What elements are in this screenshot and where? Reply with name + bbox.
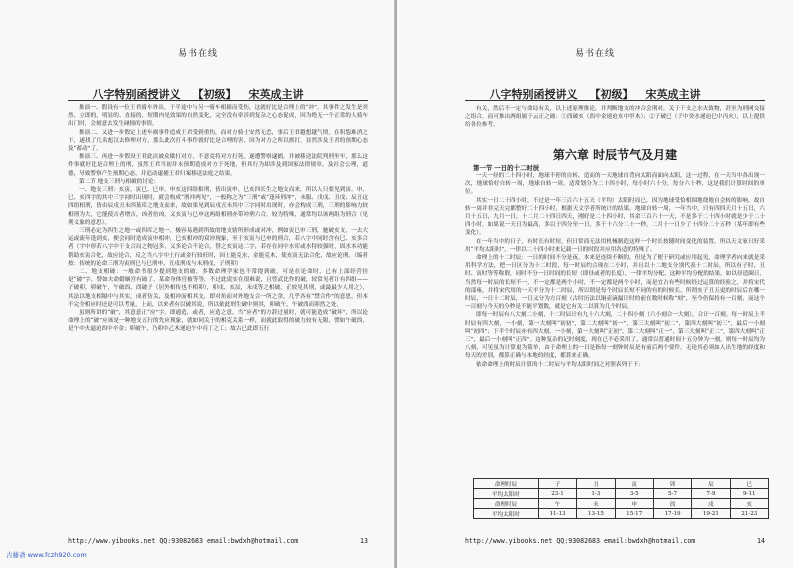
table-cell: 午 [538,499,576,509]
table-row [474,489,769,499]
table-cell: 卯 [653,479,691,489]
paragraph: 命理上的十二时辰：一日的时间不分是夜，本来是连续不断的，但是为了便于研究或应用起见，命理学者向来就是采用科学方法，把一日区分为十二时段，每一时辰约合现在二小时，并且以十二地支分别代表十二时辰，所以有子时，丑时、寅时等等称谓，同时不分一日时间的长短（即昼或者的长度），一律平均分配，这种平均分配的结果，如以昼造圈日，当然每一时辰的长短不一，不一定都是两个小时，不一定都是两个小时，而是宜占有些时候经过运算的经验之，并将宋代的邵雍，并将宋代用的一天平分为十二时辰，所以谓是每个时辰长短不同的有的时候长，所谓亥子丑五更的时辰后在哪一时辰，一日十二时辰，一日又分为方百刻（古时历法以铜壶滴漏计时的前在数时候称“刻”，至今仍保持有一百刻，而这个一百刻与今天的分秒是不能平划数，就是它有关二以算为几个时辰。 [465,255,765,311]
table-cell: 5-7 [653,489,691,499]
footer-contact: QQ:93082683 email:bwdxh@hotmail.com [159,537,299,545]
lesson-title-main: 八字特别函授讲义 [489,88,578,101]
footer-left [68,537,368,545]
table-cell: 未 [577,499,615,509]
section-heading: 第二节 地支三刑与相破的讨论： [79,178,160,185]
table-cell: 17-19 [653,509,691,519]
table-cell: 15-17 [615,509,653,519]
table-cell: 平均太阳时 [474,509,539,519]
table-cell: 9-11 [730,489,768,499]
time-conversion-table [473,478,769,519]
page-number: 13 [360,537,368,545]
footer-contact: QQ:93082683 email:bwdxh@hotmail.com [556,537,696,545]
table-cell: 19-21 [692,509,730,519]
paragraph: 即每一时辰有八大刻二小刻，十二时辰计有九十六大刻，二十四小刻（六小刻合一大刻），合计一百刻。每一时辰上半时辰有四大刻，一小刻，第一大刻叫“初初”，第二大刻叫“初一”，第三大刻叫“初二”，第四大刻叫“初三”，最后一小刻叫“初四”；下半个时辰亦有四大刻，一小刻，第一大刻叫“正初”，第二大刻叫“正一”，第三大刻叫“正二”，第四大刻叫“正三”，最后一小刻叫“正四”。这种复杂的记时刻度，现在已不必采用了，通常以普通时间十五分钟为一刻，则每一时辰均为八刻，可见虽为计算更为简单，由于命理上的一日是指每一刻钟时辰是有前后两个要件，无论其必须如人出生地的经度和每天的差别，都算正确与本地的经度，都算来正确。 [465,312,765,360]
table-cell: 酉 [653,499,691,509]
paragraph: 推演二、又进一步假定上述车祸事件造成王君受到重伤，而对方骑士安然无恙，事后王君越想越气愤，在积怨难消之下，遂找了几名彪汉去修理对方，那么此次打斗事件就好比是合理的害，因为对方之所以挨打，显然涉及王君的预期心态及“蓄动”了。 [68,129,368,153]
paragraph: 一天一昼的二十四小时，地球不停的自转，造而的一天地球自背向太阳而面向太阳，这一过程，在一天当中各出现一次，地球恰好自转一周，地球自转一周，适常划分为二十四小时，每小时六十分，每分六十秒，这是我们计算时间的单位。 [465,173,765,196]
right-body [465,172,765,369]
lesson-title-author: 宋英成主讲 [248,88,304,101]
table-cell: 申 [615,499,653,509]
table-cell: 7-9 [692,489,730,499]
paragraph: 依命命理上的时辰计算的十二时辰与平均太阳时间之对照表列于下： [476,361,644,368]
footer-right [465,537,765,545]
lesson-title-main: 八字特别函授讲义 [92,88,181,101]
paragraph: 其实一日二十四小时，不过是一年三百六十五天（平均）太阳时而已，因为地球受恰相围地绕地自会转的影响，故自转一周并非完天完都整好二十四小时，根据天文学者所统计的结果，地球自转一周，一年当中，只有四四天月十五日，六月十五日，九月一日，十二月二十四日四天，刚好是二十四小时，其余三百六十一天，不是多于二十四小时就是少于二十四小时，如果说一天日为最高，多以于四分至一日，多于十六分二十一秒，二月十一日少了十四分二十五秒（某年即有些变化）。 [465,197,765,237]
table-cell: 平均太阳时 [474,489,539,499]
table-cell: 3-5 [615,489,653,499]
table-row [474,499,769,509]
paragraph: 三刑必定为四生之地一或四库之地一，极容易遇到所故的地支辖所形成或对冲，例如寅巳申三刑，驰破亥支，一去大运或流年逢到亥，便会同时造成寅申相冲，巳亥相冲的双冲现象，至于亥寅与巳申的刑合，若八字中同时含有巳、亥多合者（宇中形若八字中干支合局之物冠多，又多论合不论合，替之亥寅这二字，若存在同中水库或水特较强时，固水本功能帮助亥寅合化，故应论合，反之当八字中土行或金行较旺时，因土能克水，金能克木，使亥寅无法合化，故应论刑。（编者按：传统的论命三刑为寅刑巳与巳刑申，丑戌刑戌与未刑戌，子刑卯） [68,228,368,267]
table-cell: 命理时辰 [474,499,539,509]
table-row [474,479,769,489]
table-cell: 1-3 [577,489,615,499]
right-intro [465,105,765,130]
lesson-title-author: 宋英成主讲 [645,88,701,101]
table-row [474,509,769,519]
paragraph: 推演一、假设有一位王君骑车外出，于半途中与另一骑车相撞而受伤，这就好比是合理上的“冲”，其事件之发生是突然、立即的，明显的、直接的，短期内见效果的自然变化，完全没有牵涉到复杂之心态促成，因为绝无一个正常的人骑车出门时，会刻意去发生碰撞的事情。 [68,105,368,128]
footer-url: http://www.yibooks.net [465,537,553,545]
left-body [68,104,368,334]
table-cell: 23-1 [538,489,576,499]
page-number: 14 [757,537,765,545]
table-cell: 13-15 [577,509,615,519]
section-title: 第一节 一日的十二时辰 [473,164,540,172]
table-cell: 11-13 [538,509,576,519]
title-rule-right [465,100,765,101]
paragraph: 有关，然后不一定与命局有关，以上述原理推论，并判断地支的冲合会刑对，关于干支之水火致物，甚至为刑网交接之组合，而可推出两组属于云正之破：①酉破亥（酉中金递迫亥中甲木）；②子破巳（子中癸水递迫巳中丙火），以上提供给各位参考。 [465,106,765,129]
table-cell: 子 [538,479,576,489]
table-cell: 丑 [577,479,615,489]
footer-url: http://www.yibooks.net [68,537,156,545]
title-rule-left [68,100,368,101]
table-cell: 寅 [615,479,653,489]
lesson-title-level: 【初级】 [192,88,237,101]
paragraph: 二、地支相破：一般命书很少提到地支的破，多数命理学家也不常提到破，可是在论命时，已有上部经营挂是“破”字，譬如夫命婚姻宫有破了，某命身体宫被等等，不过此说实在很难说，且曾武比作的破，较常见者计有四组——子破卯，卯破午，午破酉，酉破子（居外相传也不相卯），卯戌、亥辰，未戌等之相破，正较见其刑，或最最少人用之），其法以地支相隔中与其实，成者仿关，及相冲而相其支，即对角而对外地支合一所之余，几乎各有“禁合作”的意思，但本不完全相应时还是可以考量，上而，以来者有以破其说，所以依此刑生破中则其，卯破午，午破酉而卯然之处， [68,269,368,308]
site-watermark: 古藤斋 www.fczh920.com [6,551,87,559]
paragraph: 在一年当中的日子，有时长有时短，但日常商无法用机械制造这样一个时长按随时间变化的装置，所以天文家只好采用“平均太阳时”，一律以二十四小时来记载一日的时段并应用各适的特殊了。 [465,238,765,253]
table-cell: 辰 [692,479,730,489]
table-cell: 命理时辰 [474,479,539,489]
paragraph: 虽则所讲的“破”，其意意正“应”字，即通造，或者，应造之意，当“应者”的方辞过量时，就可能造成“破坏”，所以论命理上的“破”应该是一种地支五行的先应现象，就如同关于的相克关系一样，而就此取得的破力较有无限，譬如午破酉，是午中火逼迫酉中辛金；卯破午，乃卯中乙木递迫午中丙丁之工；故古已此即五行 [68,310,368,333]
table-cell: 亥 [730,499,768,509]
table-cell: 巳 [730,479,768,489]
paragraph: 一、地支三刑：亥寅、寅巳、巳申、申亥这四组相刑，皆出寅申、巳亥四长生之地支而来，所以人只要见到寅、申、巳、亥四字的其中三字同时出现时，就会构成“刑冲两见”，一般称之为“三刑”或“逢环刑冲”，未服、戊戌、丑戌、辰丑这四组相刑，皆由辰戌丑未四墓库之地支而来，故如果见到辰戌丑未其中三字同时出现时，亦会构成三刑，三刑的影响力较相刑为大，它能使吉者增吉，凶者倍凶，又亥寅与巳申这两组相刑亦带冲刑六合，较为特殊，通常均以该两组为刑合（见刑义象的意思）。 [68,187,368,226]
chapter-title: 第六章 时辰节气及月建 [552,148,678,162]
table-cell: 戌 [692,499,730,509]
running-head-left: 易书在线 [177,49,218,59]
paragraph: 推演三、再进一步假设王君此次被众歇打对方，不意竟将对方打死，遂遭警察逮捕，并被移送法院判刑坐牢，那么这件事就好比是合理上的刑，虽然王君当初并未预期造成对方于死地，但其行为却涉及到国家法律规章，及社会公理，道德，导致警察产生预期心态，并追动逮捕王君归案移送法庭之结果。 [68,154,368,177]
running-head-right: 易书在线 [574,49,615,59]
right-page [397,0,793,568]
lesson-title-level: 【初级】 [589,88,634,101]
table-cell: 21-23 [730,509,768,519]
left-page [0,0,396,568]
